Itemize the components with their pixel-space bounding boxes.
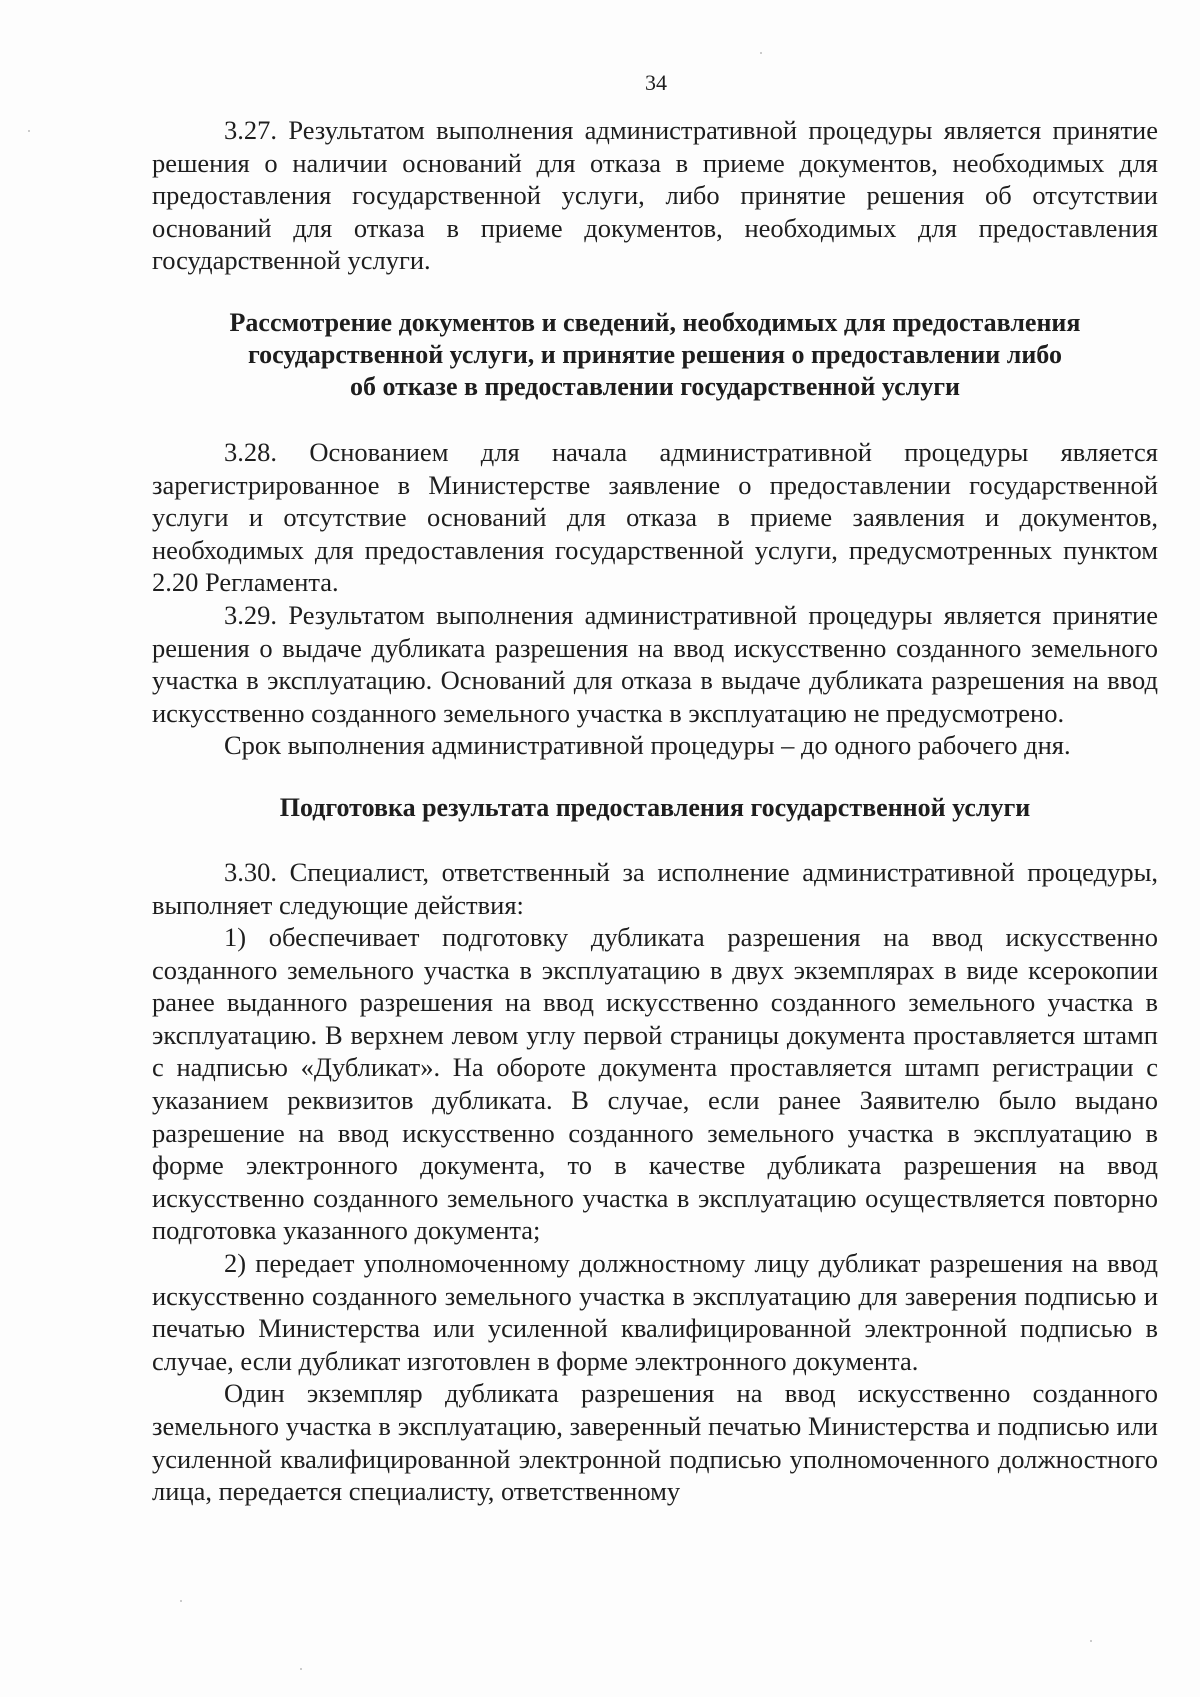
paragraph-copy-transfer: Один экземпляр дубликата разрешения на ввод искусственно созданного земельного участка в эксплуатацию, заверенный печатью Министерства и подписью или усиленной квалифицированной электронной подписью уполномоченного должностного лица, передается специалисту, ответственному <box>152 1378 1158 1507</box>
list-item-2: 2) передает уполномоченному должностному лицу дубликат разрешения на ввод искусственно созданного земельного участка в эксплуатацию для заверения подписью и печатью Министерства или усиленной квалифицированной электронной подписью в случае, если дубликат изготовлен в форме электронного документа. <box>152 1248 1158 1376</box>
section-heading-review <box>152 307 1158 403</box>
heading-line: Рассмотрение документов и сведений, необходимых для предоставления <box>229 307 1081 337</box>
paragraph-3-27: 3.27. Результатом выполнения административной процедуры является принятие решения о наличии оснований для отказа в приеме документов, необходимых для предоставления государственной услуги, либо принятие решения об отсутствии оснований для отказа в приеме документов, необходимых для предоставления государственной услуги. <box>152 115 1158 276</box>
scan-speck <box>1090 1640 1092 1642</box>
paragraph-3-30: 3.30. Специалист, ответственный за исполнение административной процедуры, выполняет следующие действия: <box>152 856 1158 920</box>
page-number: 34 <box>645 70 667 95</box>
scan-speck <box>28 130 30 132</box>
scan-speck <box>180 1600 182 1602</box>
document-body <box>152 114 1158 1508</box>
paragraph-3-28: 3.28. Основанием для начала административной процедуры является зарегистрированное в Министерстве заявление о предоставлении государственной услуги и отсутствие оснований для отказа в приеме заявления и документов, необходимых для предоставления государственной услуги, предусмотренных пунктом 2.20 Регламента. <box>152 436 1158 598</box>
section-heading-preparation <box>152 792 1158 824</box>
list-item-1: 1) обеспечивает подготовку дубликата разрешения на ввод искусственно созданного земельного участка в эксплуатацию в двух экземплярах в виде ксерокопии ранее выданного разрешения на ввод искусственно созданного земельного участка в эксплуатацию. В верхнем левом углу первой страницы документа проставляется штамп с надписью «Дубликат». На обороте документа проставляется штамп регистрации с указанием реквизитов дубликата. В случае, если ранее Заявителю было выдано разрешение на ввод искусственно созданного земельного участка в эксплуатацию в форме электронного документа, то в качестве дубликата разрешения на ввод искусственно созданного земельного участка в эксплуатацию осуществляется повторно подготовка указанного документа; <box>152 922 1158 1246</box>
heading-line: об отказе в предоставлении государственной услуги <box>349 371 960 401</box>
heading-line: государственной услуги, и принятие решения о предоставлении либо <box>248 339 1062 369</box>
paragraph-3-29: 3.29. Результатом выполнения административной процедуры является принятие решения о выдаче дубликата разрешения на ввод искусственно созданного земельного участка в эксплуатацию. Оснований для отказа в выдаче дубликата разрешения на ввод искусственно созданного земельного участка в эксплуатацию не предусмотрено. <box>152 599 1158 728</box>
scan-speck <box>300 1668 302 1670</box>
heading-line: Подготовка результата предоставления государственной услуги <box>279 792 1031 822</box>
scan-speck <box>760 52 762 54</box>
paragraph-deadline: Срок выполнения административной процедуры – до одного рабочего дня. <box>224 730 1071 761</box>
